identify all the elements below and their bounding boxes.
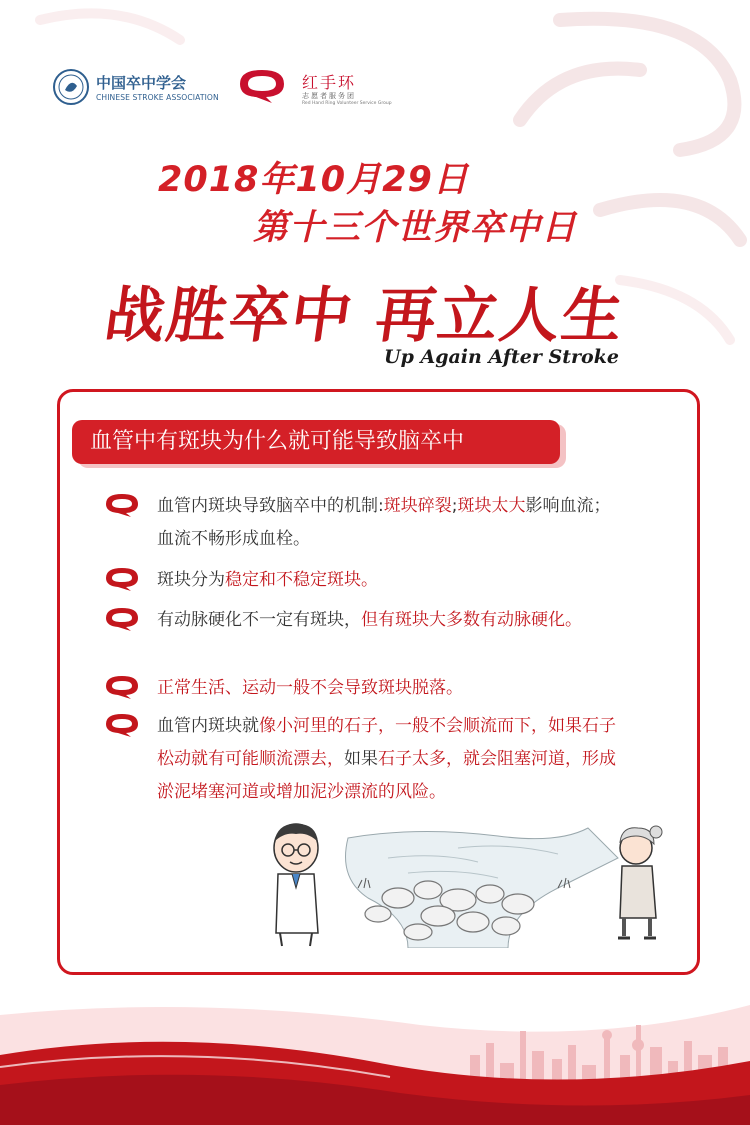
list-item-text: 有动脉硬化不一定有斑块，但有斑块大多数有动脉硬化。 [157, 610, 582, 630]
red-hand-ring-subtitle-en: Red Hand Ring Volunteer Service Group [302, 101, 392, 106]
event-date: 2018年10月29日 [158, 160, 469, 200]
red-hand-ring-name: 红手环 [302, 73, 357, 92]
csa-name-en: CHINESE STROKE ASSOCIATION [96, 93, 219, 102]
speech-bubble-icon [104, 606, 140, 632]
doctor-figure [274, 824, 318, 946]
speech-bubble-icon [104, 566, 140, 592]
list-item-text: 斑块分为稳定和不稳定斑块。 [157, 570, 378, 590]
speech-bubble-icon [104, 492, 140, 518]
card-title: 血管中有斑块为什么就可能导致脑卒中 [72, 420, 560, 464]
elderly-woman-figure [618, 826, 662, 938]
speech-bubble-icon [104, 674, 140, 700]
logo-bar [50, 62, 450, 114]
bottom-wave-decoration [0, 985, 750, 1125]
red-hand-ring-icon [236, 66, 288, 104]
red-hand-ring-logo [236, 62, 396, 114]
river-stones-illustration [258, 818, 688, 948]
slogan-chinese: 战胜卒中 再立人生 [100, 281, 630, 351]
list-item-text: 血管内斑块导致脑卒中的机制:斑块碎裂;斑块太大影响血流；血流不畅形成血栓。 [157, 496, 611, 549]
list-item-text: 血管内斑块就像小河里的石子，一般不会顺流而下，如果石子松动就有可能顺流漂去，如果石子太多，就会阻塞河道，形成淤泥堵塞河道或增加泥沙漂流的风险。 [157, 716, 616, 802]
csa-name-cn: 中国卒中学会 [96, 74, 187, 92]
red-hand-ring-subtitle: 志愿者服务团 [302, 92, 356, 100]
csa-seal-icon [52, 68, 90, 106]
event-name: 第十三个世界卒中日 [253, 208, 578, 248]
slogan-english: Up Again After Stroke [384, 346, 619, 368]
csa-logo [50, 62, 230, 112]
list-item-text: 正常生活、运动一般不会导致斑块脱落。 [157, 678, 463, 698]
speech-bubble-icon [104, 712, 140, 738]
